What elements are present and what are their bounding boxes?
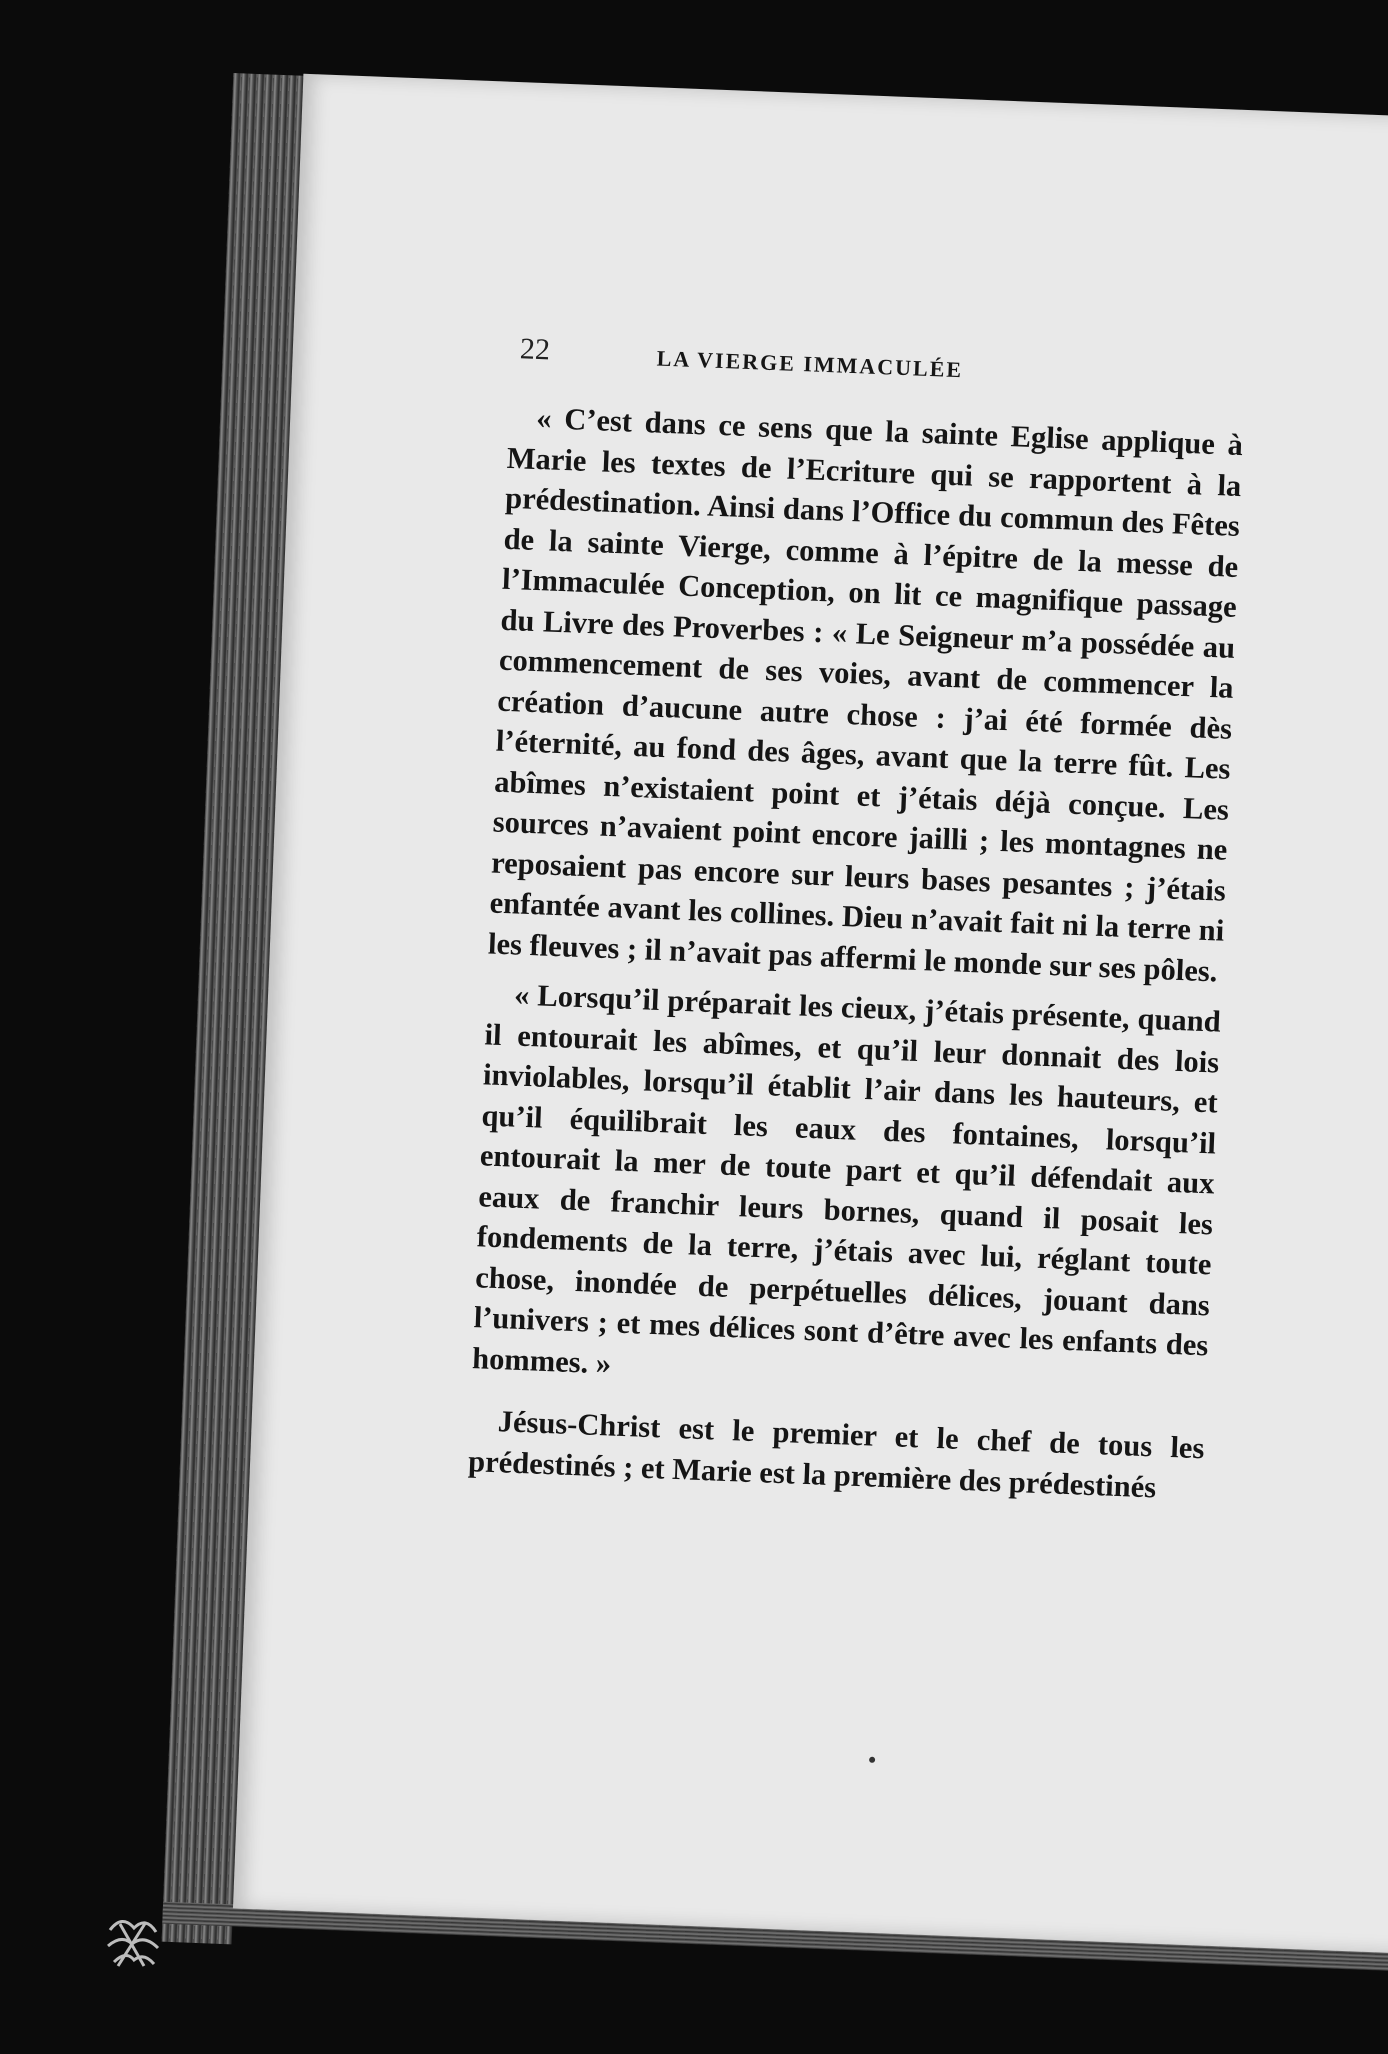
- page-text: [467, 397, 1243, 1519]
- library-logo-icon: [100, 1910, 164, 1974]
- book-page: [233, 74, 1388, 1954]
- book: [81, 30, 1388, 1998]
- running-title: LA VIERGE IMMACULÉE: [656, 345, 964, 383]
- page-number: 22: [519, 332, 551, 367]
- paragraph: « C’est dans ce sens que la sainte Eglise applique à Marie les textes de l’Ecriture qui se rapportent à la prédestination. Ainsi dans l’Office du commun des Fêtes de la sainte Vierge, comme à l’épitre de la messe de l’Immaculée Conception, on lit ce magnifique passage du Livre des Proverbes : « Le Seigneur m’a possédée au commencement de ses voies, avant de commencer la création d’aucune autre chose : j’ai été formée dès l’éternité, au fond des âges, avant que la terre fût. Les abîmes n’existaient point et j’étais déjà conçue. Les sources n’avaient point encore jailli ; les montagnes ne reposaient pas encore sur leurs bases pesantes ; j’étais enfantée avant les collines. Dieu n’avait fait ni la terre ni les fleuves ; il n’avait pas affermi le monde sur ses pôles.: [487, 400, 1244, 988]
- page-header: [292, 324, 1388, 410]
- paragraph: Jésus-Christ est le premier et le chef de tous les prédestinés ; et Marie est la première des prédestinés: [467, 1404, 1205, 1504]
- ink-dot: [869, 1757, 875, 1763]
- paragraph: « Lorsqu’il préparait les cieux, j’étais présente, quand il entourait les abîmes, et qu’il leur donnait des lois inviolables, lorsqu’il établit l’air dans les hauteurs, et qu’il équilibrait les eaux des fontaines, lorsqu’il entourait la mer de toute part et qu’il défendait aux eaux de franchir leurs bornes, quand il posait les fondements de la terre, j’étais avec lui, réglant toute chose, inondée de perpétuelles délices, jouant dans l’univers ; et mes délices sont d’être avec les enfants des hommes. »: [471, 977, 1222, 1380]
